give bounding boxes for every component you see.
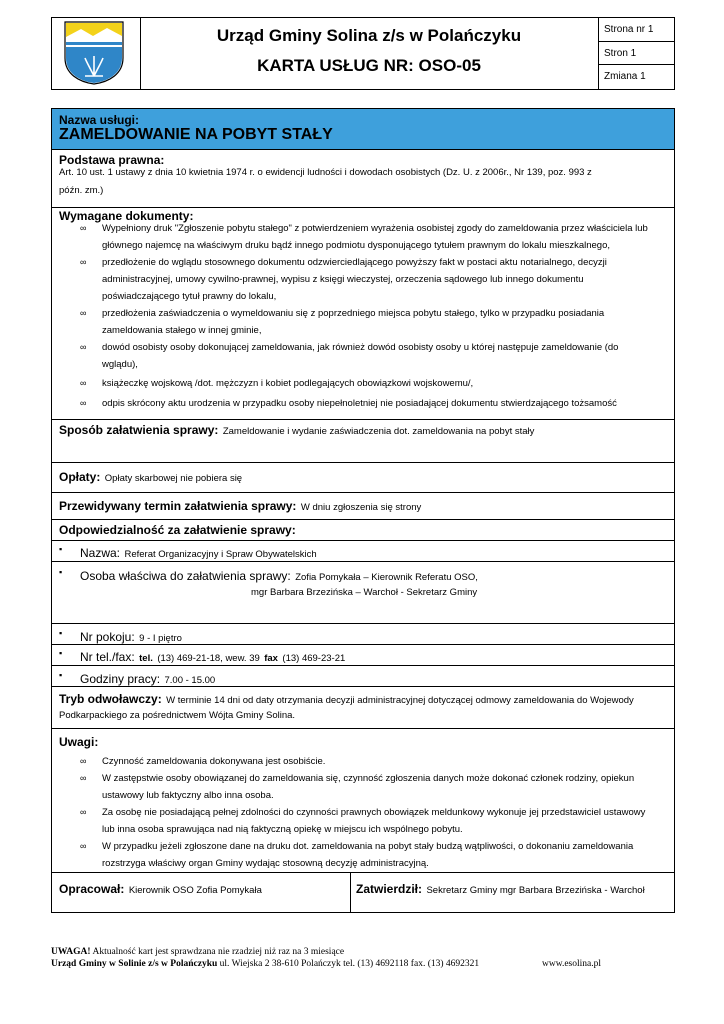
- title-cell: [140, 18, 599, 89]
- legal-basis-label: Podstawa prawna:: [59, 153, 165, 167]
- service-name-section: [52, 109, 674, 150]
- documents-list: [52, 220, 674, 412]
- item-line: książeczkę wojskową /dot. mężczyzn i kobiet podlegających obowiązkowi wojskowemu/,: [102, 378, 474, 389]
- column-divider: [350, 873, 351, 912]
- required-documents-section: [52, 208, 674, 420]
- square-bullet-icon: ▪: [59, 670, 63, 680]
- item-line: głównego najemcę na właściwym druku bądź innego podmiotu dysponującego tytułem prawnym do lokalu mieszkalnego,: [102, 240, 611, 251]
- item-line: przedłożenie do wglądu stosownego dokumentu odzwierciedlającego powyższy fakt w postaci aktu notarialnego, decyzji: [102, 257, 607, 268]
- approved-value: Sekretarz Gminy mgr Barbara Brzezińska - Warchoł: [426, 885, 645, 896]
- revision: Zmiana 1: [604, 71, 646, 83]
- fax-label: fax: [264, 653, 278, 664]
- legal-basis-line2: późn. zm.): [59, 185, 104, 196]
- item-line: administracyjnej, umowy cywilno-prawnej, wypisu z księgi wieczystej, orzeczenia sądowego lub innego dokumentu: [102, 274, 584, 285]
- service-card-table: [51, 108, 675, 913]
- person-row: [52, 562, 674, 624]
- item-line: W przypadku jeżeli zgłoszone dane na druku dot. zameldowania na pobyt stały budzą wątpliwości, o dokonaniu zameldowania: [102, 841, 634, 852]
- hours-label: Godziny pracy:: [80, 672, 161, 686]
- meta-cell: [598, 18, 675, 89]
- list-item: [52, 395, 674, 412]
- person-value-1: Zofia Pomykała – Kierownik Referatu OSO,: [295, 572, 478, 583]
- department-label: Nazwa:: [80, 546, 121, 560]
- fees-label: Opłaty:: [59, 470, 101, 484]
- office-address: ul. Wiejska 2 38-610 Polańczyk tel. (13) 4692118 fax. (13) 4692321: [219, 959, 480, 969]
- square-bullet-icon: ▪: [59, 567, 63, 577]
- procedure-value: Zameldowanie i wydanie zaświadczenia dot. zameldowania na pobyt stały: [222, 426, 535, 437]
- notes-list: [52, 753, 674, 872]
- appeal-line1: W terminie 14 dni od daty otrzymania decyzji administracyjnej dotyczącej odmowy zameldowania do Wojewody: [166, 695, 634, 706]
- list-item: [52, 220, 674, 254]
- list-item: [52, 838, 674, 872]
- list-item: [52, 254, 674, 305]
- department-value: Referat Organizacyjny i Spraw Obywatelskich: [124, 549, 317, 560]
- deadline-section: [52, 493, 674, 520]
- item-line: rozstrzyga właściwy organ Gminy wydając stosowną decyzję administracyjną.: [102, 858, 429, 869]
- list-item: [52, 753, 674, 770]
- notes-section: [52, 729, 674, 873]
- warning-label: UWAGA!: [51, 947, 91, 957]
- hours-value: 7.00 - 15.00: [164, 675, 216, 686]
- bullet-icon: ∞: [80, 257, 87, 267]
- fax-value: (13) 469-23-21: [282, 653, 346, 664]
- card-title: KARTA USŁUG NR: OSO-05: [257, 56, 481, 75]
- office-title: Urząd Gminy Solina z/s w Polańczyku: [216, 26, 522, 45]
- item-line: Za osobę nie posiadającą pełnej zdolności do czynności prawnych obowiązek meldunkowy wykonuje jej przedstawiciel ustawowy: [102, 807, 646, 818]
- page-count: Stron 1: [598, 42, 675, 66]
- deadline-label: Przewidywany termin załatwienia sprawy:: [59, 499, 297, 513]
- phone-label: Nr tel./fax:: [80, 650, 135, 664]
- footer-office: [51, 959, 479, 969]
- signoff-section: [52, 873, 674, 912]
- item-line: lub inna osoba sprawująca nad nią faktyczną opiekę w miejscu ich wspólnego pobytu.: [102, 824, 463, 835]
- list-item: [52, 375, 674, 392]
- list-item: [52, 770, 674, 804]
- responsibility-label: Odpowiedzialność za załatwienie sprawy:: [59, 523, 296, 537]
- appeal-section: [52, 687, 674, 729]
- website-link[interactable]: www.esolina.pl: [542, 959, 602, 969]
- required-documents-label: Wymagane dokumenty:: [59, 209, 194, 223]
- room-value: 9 - I piętro: [139, 633, 182, 644]
- item-line: wglądu),: [102, 359, 138, 370]
- bullet-icon: ∞: [80, 223, 87, 233]
- square-bullet-icon: ▪: [59, 628, 63, 638]
- legal-basis-section: [52, 150, 674, 208]
- item-line: przedłożenia zaświadczenia o wymeldowaniu się z poprzedniego miejsca pobytu stałego, tylko w przypadku posiadania: [102, 308, 605, 319]
- tel-label: tel.: [139, 653, 153, 664]
- footer-warning: [51, 947, 344, 957]
- item-line: Wypełniony druk "Zgłoszenie pobytu stałego" z potwierdzeniem wyrażenia osobistej zgody do zameldowania przez właściciela lub: [102, 223, 648, 234]
- item-line: ustawowy lub faktyczny albo inna osoba.: [102, 790, 274, 801]
- item-line: odpis skrócony aktu urodzenia w przypadku osoby niepełnoletniej nie posiadającej dokumentu stwierdzającego tożsamość: [102, 398, 617, 409]
- person-label: Osoba właściwa do załatwienia sprawy:: [80, 569, 291, 583]
- responsibility-section: [52, 520, 674, 541]
- room-row: [52, 624, 674, 645]
- coat-of-arms-icon: [63, 20, 125, 86]
- procedure-section: [52, 420, 674, 463]
- bullet-icon: ∞: [80, 841, 87, 851]
- phone-row: [52, 645, 674, 666]
- notes-label: Uwagi:: [59, 735, 99, 749]
- warning-text: Aktualność kart jest sprawdzana nie rzadziej niż raz na 3 miesiące: [92, 947, 345, 957]
- logo-cell: [52, 18, 141, 89]
- service-name: ZAMELDOWANIE NA POBYT STAŁY: [59, 126, 333, 143]
- bullet-icon: ∞: [80, 773, 87, 783]
- legal-basis-line1: Art. 10 ust. 1 ustawy z dnia 10 kwietnia 1974 r. o ewidencji ludności i dowodach osobistych (Dz. U. z 2006r., Nr 139, poz. 993 z: [59, 167, 592, 178]
- item-line: poświadczającego tytuł prawny do lokalu,: [102, 291, 277, 302]
- approved-label: Zatwierdził:: [356, 882, 423, 896]
- header-table: [51, 17, 675, 90]
- appeal-label: Tryb odwoławczy:: [59, 692, 162, 706]
- square-bullet-icon: ▪: [59, 544, 63, 554]
- service-name-label: Nazwa usługi:: [59, 113, 140, 127]
- item-line: dowód osobisty osoby dokonującej zameldowania, jak również dowód osobisty osoby u której następuje zameldowanie (do: [102, 342, 619, 353]
- department-row: [52, 541, 674, 562]
- item-line: zameldowania stałego w innej gminie,: [102, 325, 262, 336]
- procedure-label: Sposób załatwienia sprawy:: [59, 423, 219, 437]
- item-line: W zastępstwie osoby obowiązanej do zameldowania się, czynność zgłoszenia danych może dokonać członek rodziny, opiekun: [102, 773, 635, 784]
- bullet-icon: ∞: [80, 398, 87, 408]
- bullet-icon: ∞: [80, 378, 87, 388]
- hours-row: [52, 666, 674, 687]
- list-item: [52, 804, 674, 838]
- bullet-icon: ∞: [80, 807, 87, 817]
- appeal-line2: Podkarpackiego za pośrednictwem Wójta Gminy Solina.: [59, 710, 296, 721]
- deadline-value: W dniu zgłoszenia się strony: [300, 502, 422, 513]
- list-item: [52, 305, 674, 339]
- bullet-icon: ∞: [80, 342, 87, 352]
- item-line: Czynność zameldowania dokonywana jest osobiście.: [102, 756, 326, 767]
- prepared-label: Opracował:: [59, 882, 125, 896]
- office-name: Urząd Gminy w Solinie z/s w Polańczyku: [51, 959, 218, 969]
- room-label: Nr pokoju:: [80, 630, 135, 644]
- square-bullet-icon: ▪: [59, 648, 63, 658]
- tel-value: (13) 469-21-18, wew. 39: [157, 653, 260, 664]
- bullet-icon: ∞: [80, 756, 87, 766]
- bullet-icon: ∞: [80, 308, 87, 318]
- person-value-2: mgr Barbara Brzezińska – Warchoł - Sekretarz Gminy: [251, 587, 478, 598]
- list-item: [52, 339, 674, 373]
- fees-section: [52, 463, 674, 493]
- prepared-value: Kierownik OSO Zofia Pomykała: [128, 885, 262, 896]
- fees-value: Opłaty skarbowej nie pobiera się: [104, 473, 243, 484]
- page-number: Strona nr 1: [598, 18, 675, 42]
